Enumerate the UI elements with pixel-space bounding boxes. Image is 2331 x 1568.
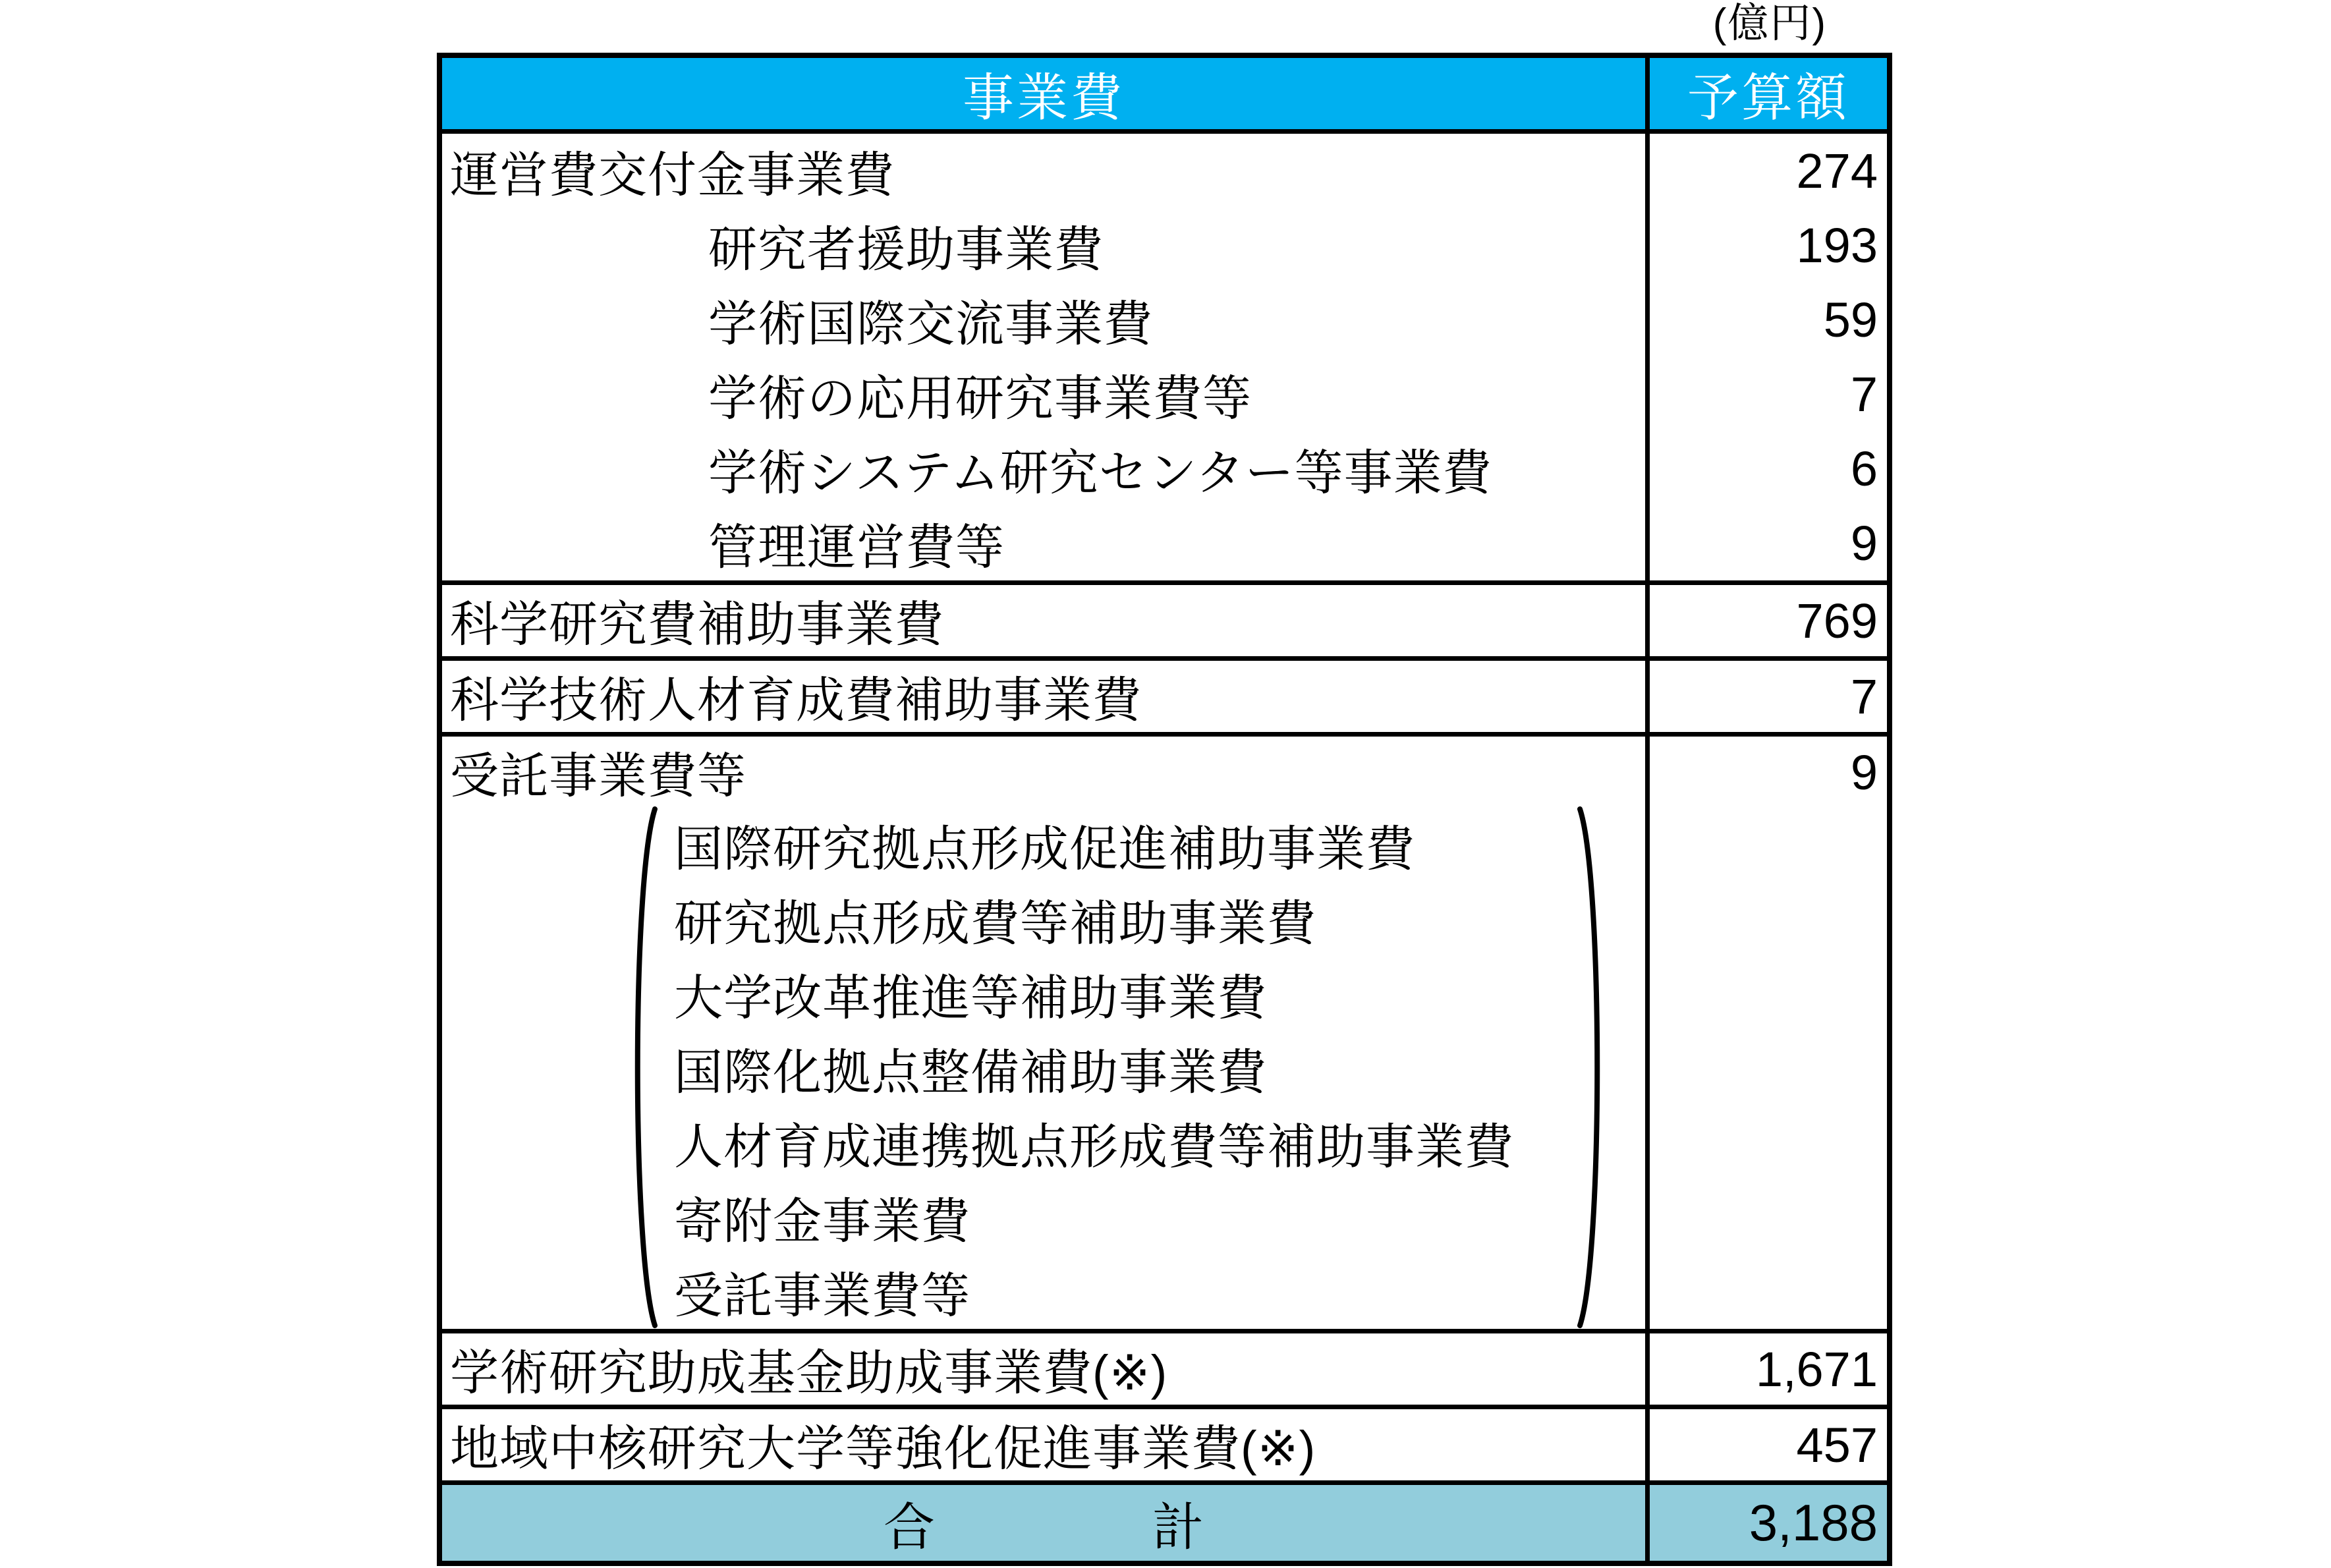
bracket-item: 国際研究拠点形成促進補助事業費 xyxy=(674,821,1415,876)
consignment-value-cell xyxy=(1650,737,1887,1329)
row-label: 運営費交付金事業費 xyxy=(442,134,1650,208)
row-label-indented: 研究者援助事業費 xyxy=(442,208,1650,283)
consignment-label-cell xyxy=(442,737,1650,1329)
row-label: 受託事業費等 xyxy=(450,748,746,803)
table-row xyxy=(442,506,1887,580)
row-label: 科学研究費補助事業費 xyxy=(442,585,1650,656)
right-bracket-icon xyxy=(1577,804,1610,1331)
total-label xyxy=(442,1485,1650,1561)
row-value: 7 xyxy=(1850,669,1878,724)
table-row xyxy=(442,283,1887,357)
table-row xyxy=(442,656,1887,732)
row-label: 学術研究助成基金助成事業費(※) xyxy=(442,1333,1650,1405)
table-row xyxy=(442,1405,1887,1480)
bracket-item: 国際化拠点整備補助事業費 xyxy=(674,1044,1267,1100)
bracket-list xyxy=(442,808,1645,1329)
row-value: 6 xyxy=(1850,441,1878,496)
row-value: 1,671 xyxy=(1755,1341,1878,1397)
table-row xyxy=(442,580,1887,656)
bracket-item: 受託事業費等 xyxy=(674,1268,970,1323)
total-value: 3,188 xyxy=(1749,1494,1878,1552)
bracket-item: 研究拠点形成費等補助事業費 xyxy=(674,895,1316,951)
row-label-indented: 学術の応用研究事業費等 xyxy=(442,357,1650,432)
row-value: 9 xyxy=(1850,744,1878,800)
table-header-row xyxy=(442,58,1887,134)
bracket-item: 大学改革推進等補助事業費 xyxy=(674,970,1267,1025)
total-label-right: 計 xyxy=(1152,1498,1204,1556)
row-value: 193 xyxy=(1796,218,1878,273)
row-label-indented: 学術システム研究センター等事業費 xyxy=(442,432,1650,506)
header-cell-budget: 予算額 xyxy=(1687,69,1849,126)
row-value: 769 xyxy=(1796,593,1878,648)
bracket-item: 人材育成連携拠点形成費等補助事業費 xyxy=(674,1119,1514,1174)
row-label-indented: 管理運営費等 xyxy=(442,506,1650,580)
row-value: 9 xyxy=(1850,516,1878,571)
budget-table xyxy=(437,53,1892,1566)
table-row xyxy=(442,208,1887,283)
row-label-indented: 学術国際交流事業費 xyxy=(442,283,1650,357)
left-bracket-icon xyxy=(625,804,658,1331)
row-value: 7 xyxy=(1850,367,1878,422)
table-row xyxy=(442,432,1887,506)
row-value: 274 xyxy=(1796,144,1878,198)
table-row-consignment-section xyxy=(442,732,1887,1329)
header-cell-expense: 事業費 xyxy=(442,58,1650,129)
unit-label: (億円) xyxy=(1712,1,1827,46)
row-label: 地域中核研究大学等強化促進事業費(※) xyxy=(442,1409,1650,1480)
total-label-left: 合 xyxy=(883,1498,935,1556)
row-value: 457 xyxy=(1796,1417,1878,1472)
bracket-item: 寄附金事業費 xyxy=(674,1193,970,1248)
table-row xyxy=(442,1329,1887,1405)
row-label: 科学技術人材育成費補助事業費 xyxy=(442,661,1650,732)
table-row xyxy=(442,357,1887,432)
total-row xyxy=(442,1480,1887,1561)
row-value: 59 xyxy=(1823,293,1878,347)
table-row xyxy=(442,134,1887,208)
